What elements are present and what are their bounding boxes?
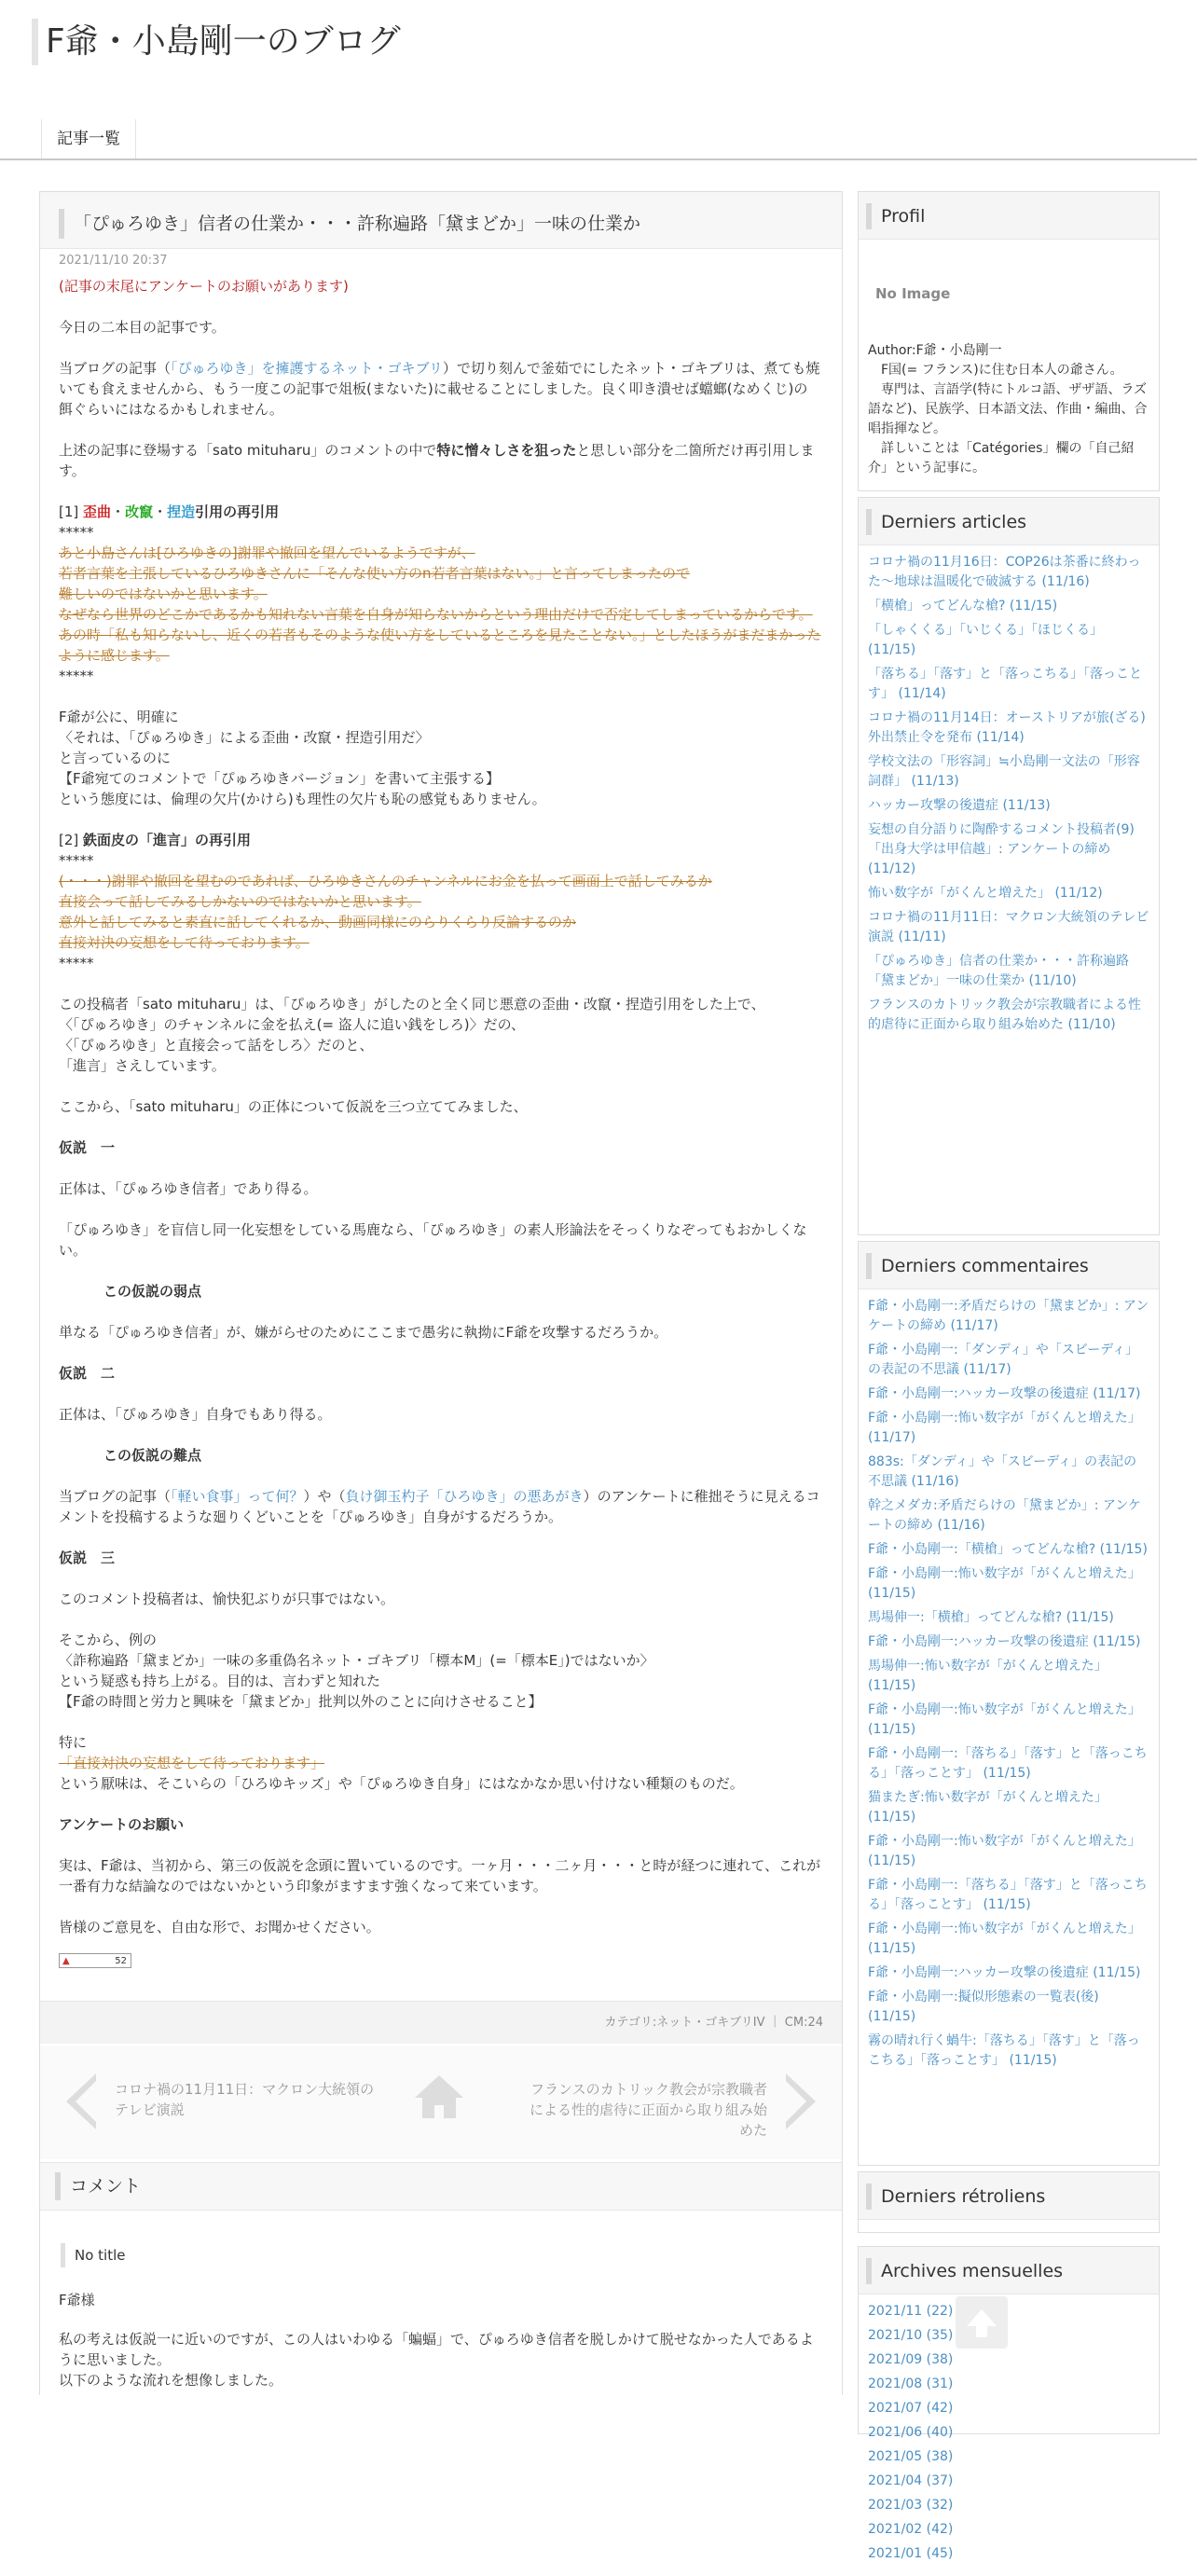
archives-list [868, 2302, 1149, 2564]
quote-line: 直接会って話してみるしかないのではないかと思います。 [59, 893, 421, 910]
quote-line: なぜなら世界のどこかであるかも知れない言葉を自身が知らないからという理由だけで否定してしまっているからです。 [59, 606, 813, 623]
recent-articles-body [859, 545, 1159, 1047]
section-heading: [1] 歪曲・改竄・捏造引用の再引用 [59, 503, 280, 520]
quote-line: 難しいのではないかと思います。 [59, 585, 268, 602]
quote-line: 若者言葉を主張しているひろゆきさんに「そんな使い方のn若者言葉はない。」と言ってしまったので [59, 565, 691, 582]
paragraph: 実は、F爺は、当初から、第三の仮説を念頭に置いているのです。一ヶ月・・・二ヶ月・・・と時が経つに連れて、これが一番有力な結論なのではないかという印象がますます強くなって来ています。 [59, 1857, 821, 1894]
chevron-right-icon[interactable] [786, 2073, 816, 2129]
profile-text: 詳しいことは「Catégories」欄の「自己紹介」という記事に。 [868, 441, 1135, 475]
list-item[interactable]: 馬場伸一:「横槍」ってどんな槍? (11/15) [868, 1610, 1114, 1625]
comment-greeting: F爺様 [59, 2292, 95, 2308]
archives-box [858, 2246, 1160, 2561]
quote-line: (・・・)謝罪や撤回を望むのであれば、ひろゆきさんのチャンネルにお金を払って画面上で話してみるか [59, 873, 712, 889]
author-name: Author:F爺・小島剛一 [868, 343, 1002, 358]
hypothesis-heading: 仮説 二 [59, 1365, 116, 1382]
article-link[interactable]: 「軽い食事」って何？ [171, 1488, 304, 1505]
paragraph: ここから、「sato mituharu」の正体について仮説を三つ立ててみました、 [59, 1098, 528, 1115]
article-title: 「ぴゅろゆき」信者の仕業か・・・許称遍路「黛まどか」一味の仕業か [59, 209, 640, 239]
list-item[interactable]: 2021/10 (35) [868, 2328, 954, 2343]
paragraph: 今日の二本目の記事です。 [59, 319, 226, 336]
text-line: 【F爺宛てのコメントで「ぴゅろゆきバージョン」を書いて主張する】 [59, 770, 501, 787]
list-item[interactable]: 学校文法の「形容詞」≒小島剛一文法の「形容詞群」 (11/13) [868, 754, 1140, 789]
list-item[interactable]: 2021/06 (40) [868, 2425, 954, 2440]
category-line[interactable]: カテゴリ:ネット・ゴキブリIV ｜ CM:24 [40, 2001, 842, 2044]
text-line: 〈「ぴゅろゆき」と直接会って話をしろ〉だのと、 [59, 1037, 374, 1054]
list-item[interactable]: F爺・小島剛一:怖い数字が「がくんと増えた」 (11/17) [868, 1411, 1141, 1445]
quote-line: あの時「私も知らないし、近くの若者もそのような使い方をしているところを見たことない。」としたほうがまだまかったように感じます。 [59, 627, 821, 664]
paragraph: このコメント投稿者は、愉快犯ぶりが只事ではない。 [59, 1591, 395, 1607]
site-title[interactable]: F爺・小島剛一のブログ [32, 19, 401, 65]
text-line: 「進言」さえしています。 [59, 1057, 226, 1074]
survey-notice: (記事の末尾にアンケートのお願いがあります) [59, 278, 349, 295]
profile-text: 専門は、言語学(特にトルコ語、ザザ語、ラズ語など)、民族学、日本語文法、作曲・編曲、合唱指揮など。 [868, 382, 1148, 436]
list-item[interactable]: 猫またぎ:怖い数字が「がくんと増えた」 (11/15) [868, 1790, 1108, 1825]
profil-body [859, 240, 1159, 486]
separator: ***** [59, 524, 94, 541]
profil-box [858, 191, 1160, 491]
list-item[interactable]: F爺・小島剛一:ハッカー攻撃の後遺症 (11/15) [868, 1634, 1141, 1649]
nav-bar [0, 119, 1197, 160]
article-link[interactable]: 「ぴゅろゆき」を擁護するネット・ゴキブリ [171, 360, 443, 377]
list-item[interactable]: フランスのカトリック教会が宗教職者による性的虐待に正面から取り組み始めた (11/10) [868, 998, 1142, 1032]
text-line: という態度には、倫理の欠片(かけら)も理性の欠片も恥の感覚もありません。 [59, 791, 546, 807]
list-item[interactable]: 妄想の自分語りに陶酔するコメント投稿者(9)「出身大学は甲信越」: アンケートの締め (11/12) [868, 822, 1135, 876]
list-item[interactable]: 2021/04 (37) [868, 2473, 954, 2488]
list-item[interactable]: コロナ禍の11月11日：マクロン大統領のテレビ演説 (11/11) [868, 910, 1149, 944]
nav-article-list[interactable]: 記事一覧 [41, 119, 136, 158]
arrow-up-icon [956, 2296, 1008, 2349]
article-header [40, 192, 842, 249]
list-item[interactable]: コロナ禍の11月16日：COP26は茶番に終わった～地球は温暖化で破滅する (11/16) [868, 555, 1141, 589]
home-icon[interactable] [413, 2073, 465, 2120]
paragraph: 当ブログの記事（「軽い食事」って何？）や（負け御玉杓子「ひろゆき」の悪あがき）のアンケートに稚拙そうに見えるコメントを投稿するような廻りくどいことを「ぴゅろゆき」自身がするだろうか。 [59, 1488, 820, 1525]
survey-heading: アンケートのお願い [59, 1816, 185, 1833]
comment-text: 以下のような流れを想像しました。 [59, 2372, 283, 2389]
recent-articles-list [868, 553, 1149, 1035]
archives-header: Archives mensuelles [859, 2247, 1159, 2294]
text-line: F爺が公に、明確に [59, 709, 179, 725]
ranking-icon: ▲ [62, 1956, 70, 1966]
article-body [59, 276, 821, 1969]
separator: ***** [59, 955, 94, 971]
list-item[interactable]: F爺・小島剛一:矛盾だらけの「黛まどか」: アンケートの締め (11/17) [868, 1299, 1149, 1333]
avatar: No Image [875, 285, 951, 302]
list-item[interactable]: 怖い数字が「がくんと増えた」 (11/12) [868, 886, 1103, 901]
list-item[interactable]: 「しゃくくる」「いじくる」「ほじくる」 (11/15) [868, 623, 1103, 657]
separator: ***** [59, 852, 94, 869]
hypothesis-heading: 仮説 三 [59, 1550, 116, 1566]
ranking-badge-row [59, 1949, 821, 1969]
list-item[interactable]: F爺・小島剛一:ハッカー攻撃の後遺症 (11/17) [868, 1386, 1141, 1401]
profile-text: F国(= フランス)に住む日本人の爺さん。 [868, 363, 1123, 378]
list-item[interactable]: 「ぴゅろゆき」信者の仕業か・・・許称遍路「黛まどか」一味の仕業か (11/10) [868, 954, 1129, 988]
list-item[interactable]: 「横槍」ってどんな槍? (11/15) [868, 599, 1058, 613]
list-item[interactable]: コロナ禍の11月14日：オーストリアが旅(ざる)外出禁止令を発布 (11/14) [868, 710, 1146, 745]
paragraph: 「ぴゅろゆき」を盲信し同一化妄想をしている馬鹿なら、「ぴゅろゆき」の素人形論法をそっくりなぞってもおかしくない。 [59, 1221, 807, 1259]
paragraph: 上述の記事に登場する「sato mituharu」のコメントの中で特に憎々しさを狙ったと思しい部分を二箇所だけ再引用します。 [59, 442, 815, 479]
list-item[interactable]: 2021/05 (38) [868, 2449, 954, 2464]
scroll-top-button[interactable] [956, 2296, 1008, 2349]
paragraph: 正体は、「ぴゅろゆき信者」であり得る。 [59, 1180, 318, 1197]
quote-line: 直接対決の妄想をして待っております。 [59, 934, 310, 951]
article-column [39, 191, 843, 2395]
paragraph: 単なる「ぴゅろゆき信者」が、嫌がらせのためにここまで愚劣に執拗にF爺を攻撃するだろうか。 [59, 1324, 668, 1341]
recent-comments-box [858, 1241, 1160, 2166]
text-line: という厭味は、そこいらの「ひろゆキッズ」や「ぴゅろゆき自身」にはなかなか思い付けない種類のものだ。 [59, 1775, 744, 1792]
list-item[interactable]: 「落ちる」「落す」と「落っこちる」「落っことす」 (11/14) [868, 667, 1142, 701]
list-item[interactable]: 2021/08 (31) [868, 2376, 954, 2391]
recent-comments-header: Derniers commentaires [859, 1242, 1159, 1289]
text-line: 特に [59, 1734, 88, 1751]
hypothesis-heading: 仮説 一 [59, 1139, 116, 1156]
list-item[interactable]: 2021/11 (22) [868, 2304, 954, 2319]
list-item[interactable]: F爺・小島剛一:「ダンディ」や「スビーディ」の表記の不思議 (11/17) [868, 1343, 1139, 1377]
profil-header: Profil [859, 192, 1159, 240]
recent-comments-list [868, 1297, 1149, 2071]
paragraph: 当ブログの記事（「ぴゅろゆき」を擁護するネット・ゴキブリ）で切り刻んで釜茹でにしたネット・ゴキブリは、煮ても焼いても食えませんから、もう一度この記事で俎板(まないた)に載せることにしました。良く叩き潰せば蟷螂(なめくじ)の餌ぐらいにはなるかもしれません。 [59, 360, 820, 418]
text-line: 〈「ぴゅろゆき」のチャンネルに金を払え(= 盗人に追い銭をしろ)〉だの、 [59, 1016, 526, 1033]
section-heading: [2] 鉄面皮の「進言」の再引用 [59, 832, 252, 848]
paragraph: 皆様のご意見を、自由な形で、お聞かせください。 [59, 1919, 380, 1935]
list-item[interactable]: F爺・小島剛一:怖い数字が「がくんと増えた」 (11/15) [868, 1702, 1141, 1737]
quote-line: あと小島さんは[ひろゆきの]謝罪や撤回を望んでいるようですが、 [59, 544, 475, 561]
comment-body [59, 2290, 823, 2390]
list-item[interactable]: F爺・小島剛一:「落ちる」「落す」と「落っこちる」「落っことす」 (11/15) [868, 1746, 1148, 1781]
quote-line: 「直接対決の妄想をして待っております」 [59, 1755, 325, 1771]
list-item[interactable]: F爺・小島剛一:擬似形態素の一覧表(後) (11/15) [868, 1990, 1099, 2024]
comment-header: コメント [40, 2162, 842, 2211]
list-item[interactable]: F爺・小島剛一:怖い数字が「がくんと増えた」 (11/15) [868, 1834, 1141, 1868]
list-item[interactable]: F爺・小島剛一:怖い数字が「がくんと増えた」 (11/15) [868, 1922, 1141, 1956]
list-item[interactable]: 馬場伸一:怖い数字が「がくんと増えた」 (11/15) [868, 1659, 1108, 1693]
comment-text: 私の考えは仮説一に近いのですが、この人はいわゆる「蝙蝠」で、ぴゅろゆき信者を脱しかけて脱せなかった人であるように思いました。 [59, 2331, 814, 2368]
text-line: 〈詐称遍路「黛まどか」一味の多重偽名ネット・ゴキブリ「標本M」(=「標本E」)ではないか〉 [59, 1652, 654, 1669]
text-line: 【F爺の時間と労力と興味を「黛まどか」批判以外のことに向けさせること】 [59, 1693, 543, 1710]
text-line: そこから、例の [59, 1632, 158, 1648]
pager [40, 2046, 842, 2159]
text-line: この投稿者「sato mituharu」は、「ぴゅろゆき」がしたのと全く同じ悪意の歪曲・改竄・捏造引用をした上で、 [59, 996, 765, 1012]
list-item[interactable]: 2021/02 (42) [868, 2522, 954, 2537]
retroliens-header: Derniers rétroliens [859, 2172, 1159, 2220]
list-item[interactable]: 霧の晴れ行く蝸牛:「落ちる」「落す」と「落っこちる」「落っことす」 (11/15) [868, 2033, 1140, 2068]
paragraph: 正体は、「ぴゅろゆき」自身でもあり得る。 [59, 1406, 332, 1423]
list-item[interactable]: F爺・小島剛一:「横槍」ってどんな槍? (11/15) [868, 1542, 1148, 1557]
next-article-link[interactable]: フランスのカトリック教会が宗教職者による性的虐待に正面から取り組み始めた [529, 2081, 767, 2139]
chevron-left-icon[interactable] [66, 2073, 96, 2129]
weakness-heading: この仮説の弱点 [103, 1283, 202, 1300]
list-item[interactable]: F爺・小島剛一:怖い数字が「がくんと増えた」 (11/15) [868, 1566, 1141, 1601]
ranking-badge[interactable]: ▲ 52 [59, 1953, 131, 1968]
list-item[interactable]: 2021/03 (32) [868, 2498, 954, 2513]
retroliens-box [858, 2171, 1160, 2233]
weakness-heading: この仮説の難点 [103, 1447, 202, 1464]
list-item[interactable]: F爺・小島剛一:ハッカー攻撃の後遺症 (11/15) [868, 1965, 1141, 1980]
quote-line: 意外と話してみると素直に話してくれるか、動画同様にのらりくらり反論するのか [59, 914, 577, 930]
list-item[interactable]: 883s:「ダンディ」や「スビーディ」の表記の不思議 (11/16) [868, 1454, 1137, 1489]
archives-body [859, 2294, 1159, 2576]
recent-articles-box [858, 497, 1160, 1235]
prev-article-link[interactable]: コロナ禍の11月11日：マクロン大統領のテレビ演説 [115, 2081, 375, 2118]
list-item[interactable]: 2021/09 (38) [868, 2352, 954, 2367]
list-item[interactable]: 幹之メダカ:矛盾だらけの「黛まどか」: アンケートの締め (11/16) [868, 1498, 1142, 1533]
article-date: 2021/11/10 20:37 [59, 254, 168, 268]
separator: ***** [59, 668, 94, 684]
recent-articles-header: Derniers articles [859, 498, 1159, 545]
recent-comments-body [859, 1289, 1159, 2083]
list-item[interactable]: F爺・小島剛一:「落ちる」「落す」と「落っこちる」「落っことす」 (11/15) [868, 1878, 1148, 1912]
text-line: 〈それは、「ぴゅろゆき」による歪曲・改竄・捏造引用だ〉 [59, 729, 430, 746]
article-link[interactable]: 負け御玉杓子「ひろゆき」の悪あがき [345, 1488, 584, 1505]
list-item[interactable]: 2021/01 (45) [868, 2546, 954, 2561]
list-item[interactable]: 2021/07 (42) [868, 2401, 954, 2416]
comment-title: No title [61, 2243, 126, 2267]
list-item[interactable]: ハッカー攻撃の後遺症 (11/13) [868, 798, 1051, 813]
text-line: という疑惑も持ち上がる。目的は、言わずと知れた [59, 1673, 381, 1689]
text-line: と言っているのに [59, 750, 172, 766]
